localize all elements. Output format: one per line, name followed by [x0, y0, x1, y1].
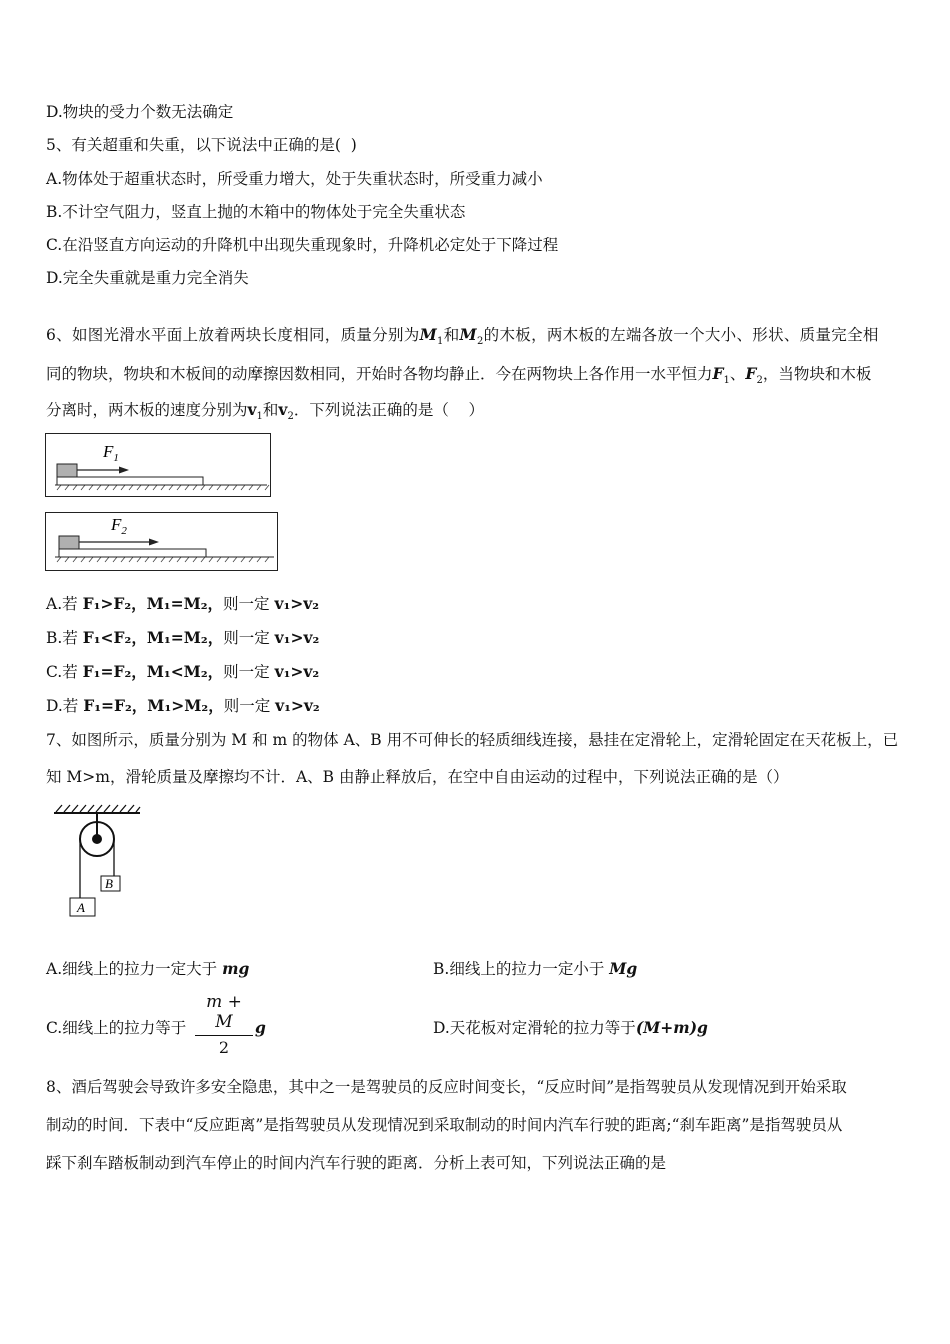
q5-option-c: C.在沿竖直方向运动的升降机中出现失重现象时，升降机必定处于下降过程: [46, 236, 559, 254]
fraction: [195, 992, 253, 1058]
force-label-1: $F_1$: [103, 442, 119, 464]
q7-option-a: A.细线上的拉力一定大于 mg: [46, 959, 250, 978]
q8-stem-line2: 制动的时间．下表中“反应距离”是指驾驶员从发现情况到采取制动的时间内汽车行驶的距离;“刹车距离”是指驾驶员从: [46, 1116, 843, 1134]
q7-pulley-figure: [50, 803, 150, 919]
q6-stem-line1: 6、如图光滑水平面上放着两块长度相同，质量分别为$M_1$和$M_2$的木板，两木板的左端各放一个大小、形状、质量完全相: [46, 325, 879, 348]
board-1: [57, 477, 203, 485]
q5-option-d: D.完全失重就是重力完全消失: [46, 269, 249, 287]
q6-option-b: B.若 F₁<F₂，M₁=M₂，则一定 v₁>v₂: [46, 628, 320, 647]
ground-hatch: [57, 557, 269, 562]
q6-figure-2: [45, 512, 278, 571]
q6-figure-1: [45, 433, 271, 497]
q5-option-b: B.不计空气阻力，竖直上抛的木箱中的物体处于完全失重状态: [46, 203, 466, 221]
q7-stem-line1: 7、如图所示，质量分别为 M 和 m 的物体 A、B 用不可伸长的轻质细线连接，悬挂在定滑轮上，定滑轮固定在天花板上，已: [46, 731, 899, 749]
q6-option-c: C.若 F₁=F₂，M₁<M₂，则一定 v₁>v₂: [46, 662, 320, 681]
q7-option-d: D.天花板对定滑轮的拉力等于(M+m)g: [433, 1018, 708, 1037]
q7-option-b: B.细线上的拉力一定小于 Mg: [433, 959, 638, 978]
label-a: A: [77, 900, 85, 915]
ground-hatch: [57, 485, 269, 490]
fraction-denominator: 2: [195, 1035, 253, 1058]
q6-stem-line2: 同的物块，物块和木板间的动摩擦因数相同，开始时各物均静止．今在两物块上各作用一水平恒力$F_1$、$F_2$，当物块和木板: [46, 364, 872, 387]
ceiling-hatch: [56, 805, 140, 812]
block-1: [57, 464, 77, 477]
force-label-2: $F_2$: [111, 515, 127, 537]
q6-stem-line3: 分离时，两木板的速度分别为$v_1$和$v_2$．下列说法正确的是（ ）: [46, 400, 485, 423]
block-2: [59, 536, 79, 549]
q8-stem-line3: 踩下刹车踏板制动到汽车停止的时间内汽车行驶的距离．分析上表可知，下列说法正确的是: [46, 1154, 667, 1172]
q5-option-a: A.物体处于超重状态时，所受重力增大，处于失重状态时，所受重力减小: [46, 170, 543, 188]
q6-option-d: D.若 F₁=F₂，M₁>M₂，则一定 v₁>v₂: [46, 696, 320, 715]
q8-stem-line1: 8、酒后驾驶会导致许多安全隐患，其中之一是驾驶员的反应时间变长，“反应时间”是指驾驶员从发现情况到开始采取: [46, 1078, 847, 1096]
q6-option-a: A.若 F₁>F₂，M₁=M₂，则一定 v₁>v₂: [46, 594, 320, 613]
q7-option-c-var: g: [255, 1018, 266, 1037]
q7-option-c: C.细线上的拉力等于: [46, 1019, 187, 1037]
q5-stem: 5、有关超重和失重，以下说法中正确的是( ): [46, 136, 357, 154]
label-b: B: [105, 876, 113, 891]
fraction-numerator: m + M: [206, 992, 242, 1032]
q7-stem-line2: 知 M>m，滑轮质量及摩擦均不计．A、B 由静止释放后，在空中自由运动的过程中，下列说法正确的是（）: [46, 768, 789, 786]
board-2: [59, 549, 206, 557]
q4-option-d: D.物块的受力个数无法确定: [46, 103, 234, 121]
